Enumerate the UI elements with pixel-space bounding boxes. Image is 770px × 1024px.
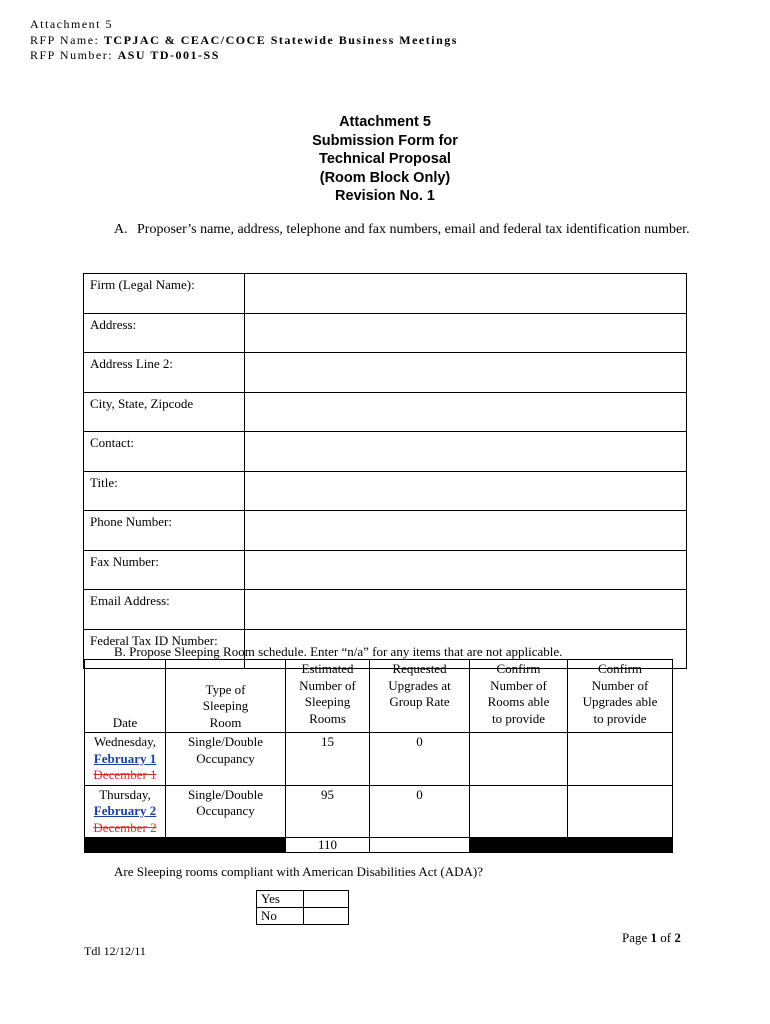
fax-number-field[interactable] [245,550,687,590]
header-line: to provide [491,710,546,726]
table-row [84,590,687,630]
header-type [166,660,286,733]
header-line: Sleeping [304,694,351,709]
blackout-cell [85,838,166,853]
type-line: Single/Double [187,786,264,802]
header-line: Confirm [597,661,643,676]
header-rfp-name [30,33,458,48]
blackout-cell [166,838,286,853]
header-attachment: Attachment 5 [30,17,113,31]
section-a-text: Proposer’s name, address, telephone and fax numbers, email and federal tax identification number. [137,222,690,237]
type-cell [166,733,286,786]
title-line: Attachment 5 [339,114,431,130]
total-empty-cell [370,838,470,853]
table-row [84,353,687,393]
email-address-field[interactable] [245,590,687,630]
date-cell [85,785,166,838]
table-row [84,274,687,314]
old-date: December 2 [93,819,157,835]
rfp-number-value: ASU TD-001-SS [117,48,220,62]
type-line: Occupancy [196,750,255,766]
address-line-2-field[interactable] [245,353,687,393]
field-label: Email Address: [84,590,245,630]
field-label: Address: [84,313,245,353]
table-row [84,313,687,353]
form-title [0,113,770,206]
table-row [84,392,687,432]
page-of: of [660,930,672,945]
header-line: Confirm [496,661,541,676]
estimated-cell: 95 [286,785,370,838]
section-a-label: A. [114,222,128,237]
sleeping-room-table [84,659,673,853]
page-total: 2 [674,930,681,945]
new-date: February 2 [93,803,157,818]
contact-field[interactable] [245,432,687,472]
date-cell [85,733,166,786]
header-line: Type of [205,681,246,697]
day-label: Wednesday, [93,734,156,749]
title-line: (Room Block Only) [319,169,451,186]
header-line: Number of [591,677,649,693]
title-line: Technical Proposal [319,151,451,167]
ada-question: Are Sleeping rooms compliant with American Disabilities Act (ADA)? [114,864,483,879]
field-label: Contact: [84,432,245,472]
table-row [84,550,687,590]
ada-answer-table [256,890,349,925]
table-row [84,511,687,551]
field-label: Phone Number: [84,511,245,551]
header-date: Date [85,660,166,733]
proposer-info-table [83,273,687,669]
ada-no-checkbox[interactable] [304,908,349,925]
phone-number-field[interactable] [245,511,687,551]
confirm-rooms-input[interactable] [470,785,568,838]
page-number [622,930,681,946]
page-current: 1 [650,930,658,945]
field-label: Title: [84,471,245,511]
title-line: Revision No. 1 [335,188,435,204]
confirm-upgrades-input[interactable] [568,785,673,838]
title-line: Submission Form for [312,132,458,149]
field-label: Address Line 2: [84,353,245,393]
field-label: City, State, Zipcode [84,392,245,432]
header-rfp-number [30,48,220,63]
header-line: Upgrades at [388,677,451,693]
table-row [257,891,349,908]
rfp-number-label: RFP Number: [30,48,114,62]
day-label: Thursday, [99,786,151,802]
section-b-text: B. Propose Sleeping Room schedule. Enter “n/a” for any items that are not applicable. [114,644,563,659]
city-state-zip-field[interactable] [245,392,687,432]
requested-cell: 0 [370,733,470,786]
header-line: Sleeping [202,698,249,713]
estimated-cell: 15 [286,733,370,786]
new-date: February 1 [93,750,157,766]
blackout-cell [568,838,673,853]
table-row [84,471,687,511]
header-line: Rooms [309,710,346,726]
field-label: Firm (Legal Name): [84,274,245,314]
table-row [257,908,349,925]
header-estimated [286,660,370,733]
page-prefix: Page [622,930,648,945]
header-line: Group Rate [389,694,450,709]
type-cell [166,785,286,838]
field-label: Federal Tax ID Number: [84,629,245,669]
table-row [84,432,687,472]
firm-name-field[interactable] [245,274,687,314]
header-line: to provide [593,710,647,726]
confirm-rooms-input[interactable] [470,733,568,786]
table-header-row [85,660,673,733]
type-line: Single/Double [187,734,264,749]
total-value: 110 [286,838,370,853]
header-line: Requested [392,661,447,676]
header-confirm-upgrades [568,660,673,733]
old-date: December 1 [93,767,157,782]
field-label: Fax Number: [84,550,245,590]
header-confirm-rooms [470,660,568,733]
type-line: Occupancy [196,803,255,818]
rfp-name-label: RFP Name: [30,33,100,47]
rfp-name-value: TCPJAC & CEAC/COCE Statewide Business Meetings [103,33,458,47]
header-line: Number of [299,677,356,693]
total-row [85,838,673,853]
title-field[interactable] [245,471,687,511]
header-line: Rooms able [487,694,550,709]
header-line: Room [209,714,242,730]
blackout-cell [470,838,568,853]
header-requested [370,660,470,733]
header-line: Upgrades able [582,694,658,709]
ada-yes-checkbox[interactable] [304,891,349,908]
ada-option-label: No [257,908,304,925]
confirm-upgrades-input[interactable] [568,733,673,786]
address-field[interactable] [245,313,687,353]
table-row [85,785,673,838]
footer-doc-id: Tdl 12/12/11 [84,944,146,958]
requested-cell: 0 [370,785,470,838]
header-line: Estimated [301,661,354,676]
ada-option-label: Yes [257,891,304,908]
header-line: Number of [490,677,547,693]
table-row [85,733,673,786]
